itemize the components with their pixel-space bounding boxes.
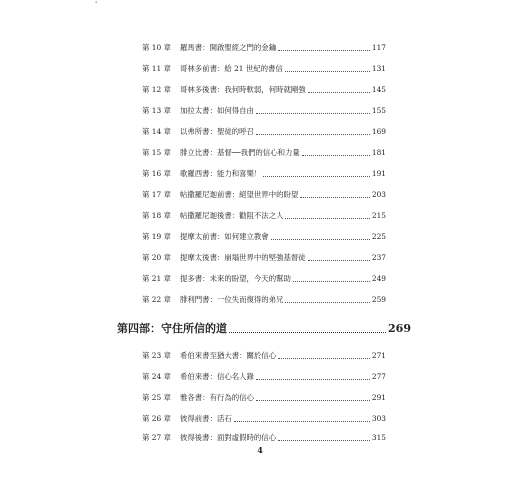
chapter-title: 羅馬書：開啟聖經之門的金鑰 [180, 43, 277, 52]
chapter-number: 第 16 章 [142, 169, 171, 178]
chapter-page: 117 [371, 43, 386, 52]
chapter-title: 希伯來書：信心名人錄 [180, 372, 254, 381]
toc-entry [142, 105, 386, 117]
toc-entry [142, 147, 386, 159]
chapter-number: 第 21 章 [142, 274, 171, 283]
chapter-page: 303 [371, 414, 386, 423]
chapter-title: 歌羅西書：能力和喜樂！ [180, 169, 262, 178]
chapter-title: 雅各書：有行為的信心 [180, 393, 254, 402]
chapter-page: 181 [371, 148, 386, 157]
toc-entry [142, 392, 386, 404]
chapter-page: 203 [371, 190, 386, 199]
chapter-page: 131 [371, 64, 386, 73]
dot-leader [285, 71, 370, 72]
chapter-number: 第 22 章 [142, 295, 171, 304]
chapter-number: 第 25 章 [142, 393, 171, 402]
toc-entry [142, 252, 386, 264]
chapter-page: 155 [371, 106, 386, 115]
chapter-number: 第 18 章 [142, 211, 171, 220]
chapter-number: 第 12 章 [142, 85, 171, 94]
dot-leader [271, 239, 370, 240]
chapter-title: 腓利門書：一位失而復得的弟兄 [180, 295, 284, 304]
chapter-title: 提摩太後書：崩塌世界中的堅強基督徒 [180, 253, 306, 262]
chapter-page: 271 [371, 351, 386, 360]
chapter-page: 145 [371, 85, 386, 94]
chapter-page: 237 [371, 253, 386, 262]
chapter-title: 帖撒羅尼迦前書：絕望世界中的盼望 [180, 190, 299, 199]
part-heading [117, 321, 411, 337]
chapter-title: 以弗所書：聖徒的呼召 [180, 127, 254, 136]
toc-entry [142, 126, 386, 138]
toc-entry [142, 231, 386, 243]
chapter-title: 腓立比書：基督──我們的信心和力量 [180, 148, 300, 157]
chapter-number: 第 27 章 [142, 433, 171, 442]
dot-leader [256, 400, 370, 401]
chapter-title: 希伯來書至猶大書：關於信心 [180, 351, 277, 360]
dot-leader [278, 358, 370, 359]
dot-leader [278, 440, 370, 441]
chapter-title: 哥林多前書：給 21 世紀的書信 [180, 64, 283, 73]
toc-entry [142, 210, 386, 222]
chapter-title: 彼得後書：面對虛假時的信心 [180, 433, 277, 442]
chapter-title: 提摩太前書：如何建立教會 [180, 232, 269, 241]
chapter-number: 第 17 章 [142, 190, 171, 199]
part-page: 269 [388, 322, 411, 335]
toc-entry [142, 63, 386, 75]
dot-leader [308, 260, 370, 261]
chapter-title: 哥林多後書：我何時軟弱，何時就剛強 [180, 85, 306, 94]
toc-entry [142, 294, 386, 306]
chapter-number: 第 24 章 [142, 372, 171, 381]
chapter-page: 315 [371, 433, 386, 442]
chapter-page: 259 [371, 295, 386, 304]
dot-leader [256, 134, 370, 135]
dot-leader [285, 302, 369, 303]
page-mark: ' [95, 0, 98, 9]
dot-leader [308, 92, 370, 93]
chapter-title: 彼得前書：活石 [180, 414, 232, 423]
chapter-number: 第 13 章 [142, 106, 171, 115]
chapter-page: 277 [371, 372, 386, 381]
dot-leader [278, 50, 370, 51]
chapter-page: 169 [371, 127, 386, 136]
chapter-number: 第 26 章 [142, 414, 171, 423]
dot-leader [229, 332, 386, 333]
dot-leader [300, 197, 370, 198]
toc-entry [142, 371, 386, 383]
chapter-number: 第 20 章 [142, 253, 171, 262]
chapter-number: 第 11 章 [142, 64, 171, 73]
toc-entry [142, 168, 386, 180]
toc-entry [142, 84, 386, 96]
dot-leader [234, 421, 370, 422]
chapter-number: 第 15 章 [142, 148, 171, 157]
chapter-title: 提多書：未來的盼望，今天的幫助 [180, 274, 291, 283]
dot-leader [302, 155, 370, 156]
dot-leader [293, 281, 370, 282]
dot-leader [285, 218, 369, 219]
chapter-page: 291 [371, 393, 386, 402]
chapter-number: 第 14 章 [142, 127, 171, 136]
toc-entry [142, 413, 386, 425]
chapter-page: 191 [371, 169, 386, 178]
toc-entry [142, 350, 386, 362]
chapter-page: 249 [371, 274, 386, 283]
toc-entry [142, 189, 386, 201]
chapter-number: 第 19 章 [142, 232, 171, 241]
dot-leader [263, 176, 370, 177]
dot-leader [256, 113, 370, 114]
chapter-number: 第 10 章 [142, 43, 171, 52]
chapter-page: 225 [371, 232, 386, 241]
chapter-title: 帖撒羅尼迦後書：勸阻不法之人 [180, 211, 284, 220]
page-number: 4 [257, 445, 263, 455]
part-title: 第四部：守住所信的道 [117, 322, 227, 335]
dot-leader [256, 379, 370, 380]
chapter-number: 第 23 章 [142, 351, 171, 360]
chapter-title: 加拉太書：如何得自由 [180, 106, 254, 115]
chapter-page: 215 [371, 211, 386, 220]
toc-entry [142, 273, 386, 285]
toc-entry [142, 432, 386, 444]
toc-entry [142, 42, 386, 54]
